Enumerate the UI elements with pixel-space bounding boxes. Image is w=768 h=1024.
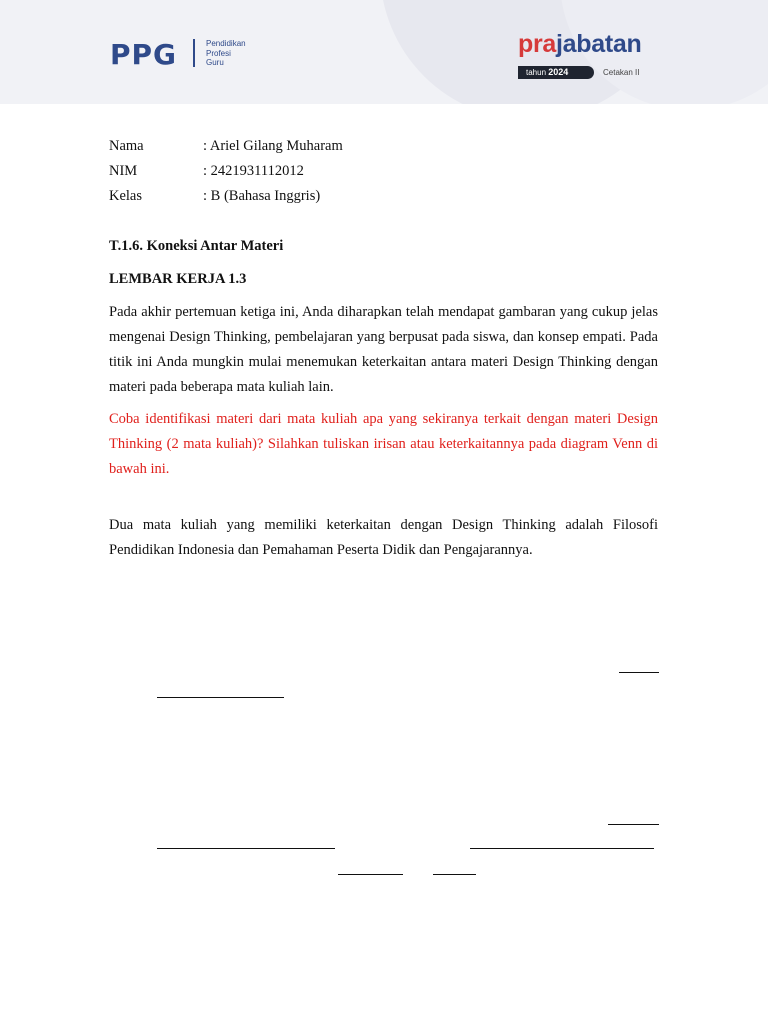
prajabatan-logo <box>518 30 641 59</box>
info-value: : Ariel Gilang Muharam <box>203 138 343 154</box>
underline-mark <box>338 874 403 875</box>
underline-mark <box>157 848 335 849</box>
underline-mark <box>470 848 654 849</box>
task-title: T.1.6. Koneksi Antar Materi <box>109 238 284 254</box>
worksheet-title: LEMBAR KERJA 1.3 <box>109 271 247 287</box>
underline-mark <box>619 672 659 673</box>
year-value: 2024 <box>548 67 569 77</box>
ppg-subtitle-line: Pendidikan <box>206 39 246 48</box>
edition-label: Cetakan II <box>603 68 640 77</box>
year-badge <box>518 66 594 79</box>
underline-mark <box>433 874 476 875</box>
ppg-logo-divider <box>193 39 195 67</box>
intro-paragraph: Pada akhir pertemuan ketiga ini, Anda diharapkan telah mendapat gambaran yang cukup jelas mengenai Design Thinking, pembelajaran yang berpusat pada siswa, dan konsep empati. Pada titik ini Anda mungkin mulai menemukan keterkaitan antara materi Design Thinking dengan materi pada beberapa mata kuliah lain. <box>109 304 658 395</box>
page-header <box>0 0 768 104</box>
ppg-subtitle-line: Profesi <box>206 48 231 58</box>
info-value: : B (Bahasa Inggris) <box>203 188 321 204</box>
underline-mark <box>157 697 284 698</box>
info-value: : 2421931112012 <box>203 163 304 179</box>
year-label: tahun <box>526 68 547 77</box>
info-label: Kelas <box>109 188 143 204</box>
answer-paragraph: Dua mata kuliah yang memiliki keterkaitan dengan Design Thinking adalah Filosofi Pendidikan Indonesia dan Pemahaman Peserta Didik dan Pengajarannya. <box>109 517 658 558</box>
ppg-subtitle-line: Guru <box>206 58 224 67</box>
brand-part-jabatan: jabatan <box>556 30 642 58</box>
ppg-subtitle <box>206 39 246 68</box>
info-label: NIM <box>109 163 138 179</box>
underline-mark <box>608 824 659 825</box>
brand-part-pra: pra <box>518 30 557 58</box>
info-label: Nama <box>109 138 144 154</box>
instruction-paragraph: Coba identifikasi materi dari mata kuliah apa yang sekiranya terkait dengan materi Design Thinking (2 mata kuliah)? Silahkan tuliskan irisan atau keterkaitannya pada diagram Venn di bawah ini. <box>109 411 658 477</box>
ppg-logo: PPG <box>110 38 178 71</box>
